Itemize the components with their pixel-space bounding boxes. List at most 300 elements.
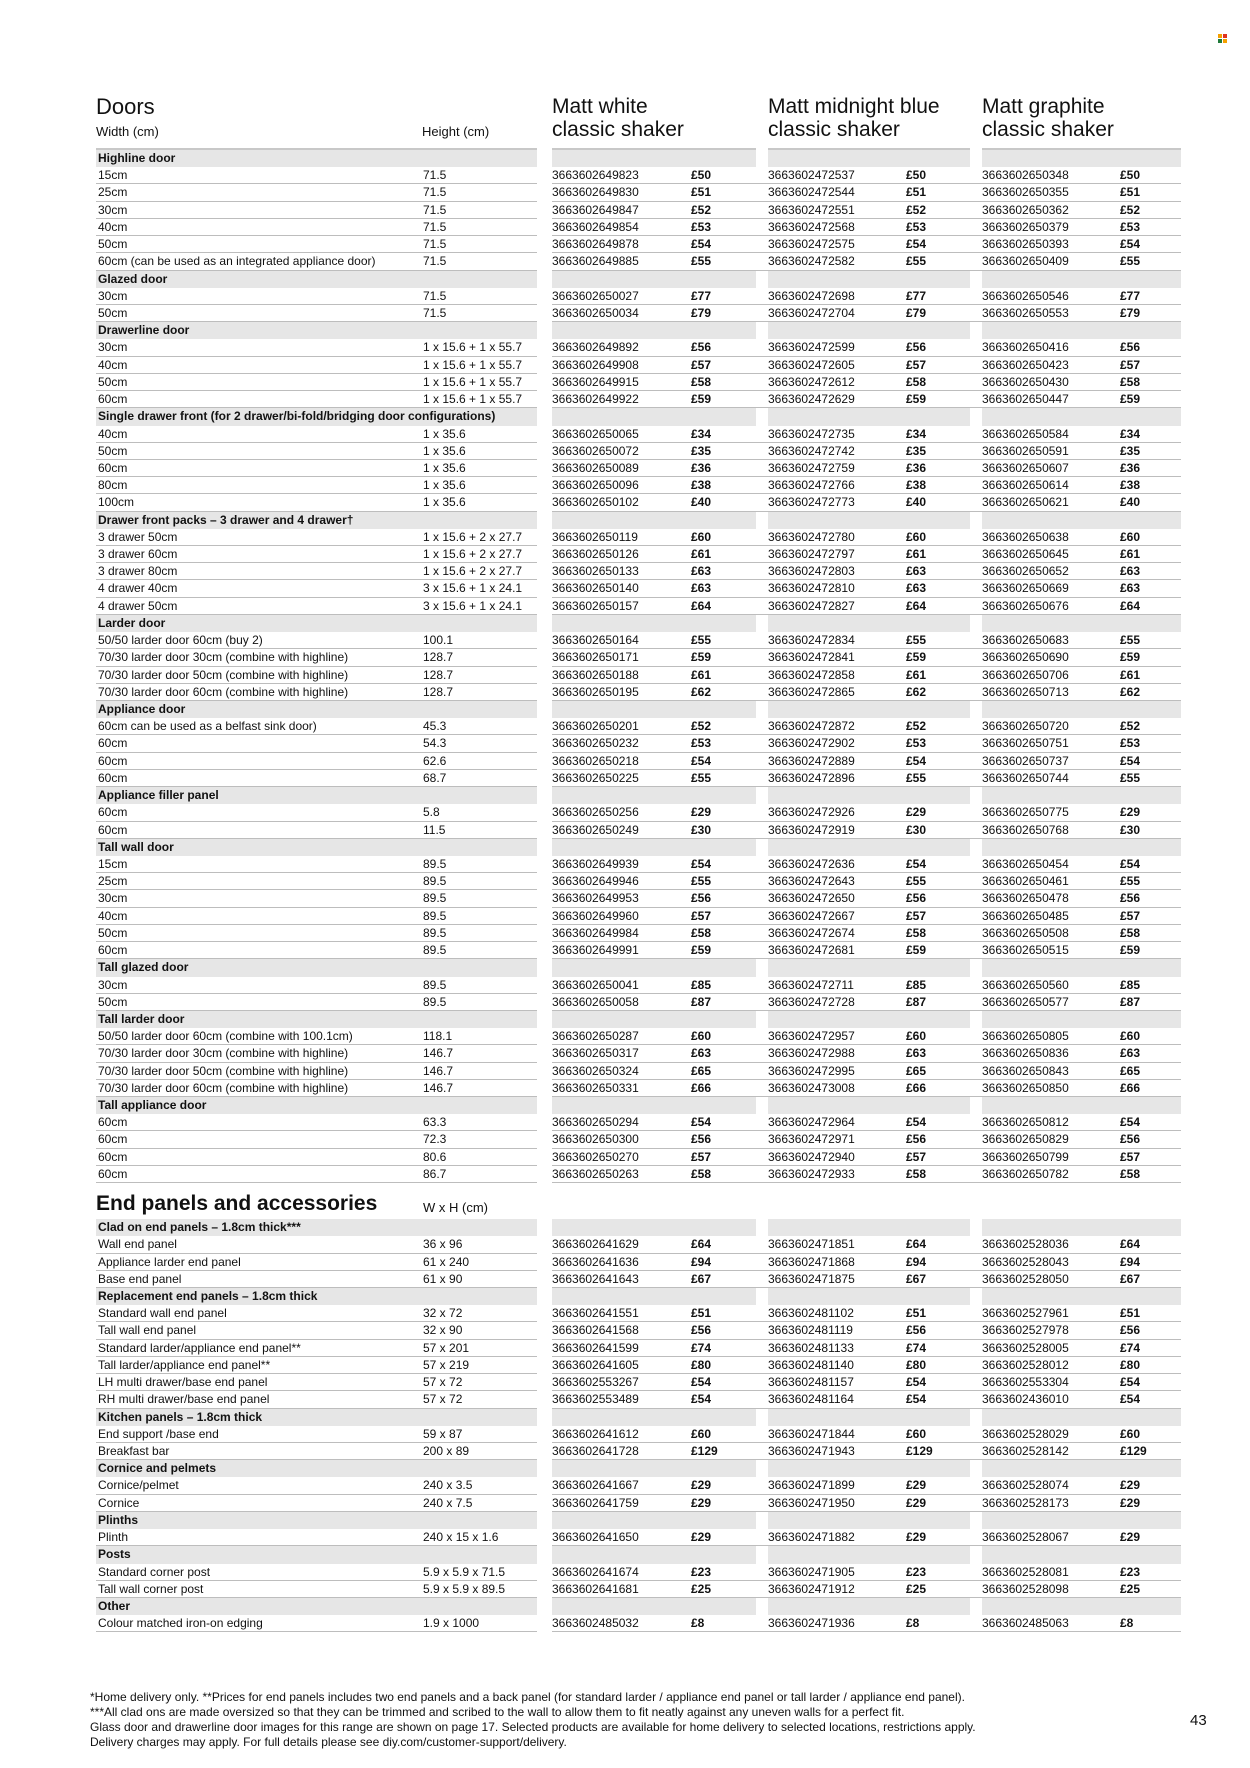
table-row — [96, 649, 1181, 666]
product-dimensions: 3 x 15.6 + 1 x 24.1 — [423, 598, 523, 613]
graphite-product-code: 3663602650423 — [982, 357, 1069, 372]
group-header-row — [96, 701, 1181, 718]
table-row — [96, 1340, 1181, 1357]
section-title: End panels and accessories — [96, 1192, 378, 1216]
product-name: 70/30 larder door 50cm (combine with highline) — [98, 1063, 349, 1078]
graphite-price: £23 — [1120, 1564, 1141, 1579]
graphite-price: £85 — [1120, 977, 1141, 992]
graphite-product-code: 3663602650843 — [982, 1063, 1069, 1078]
table-row — [96, 1391, 1181, 1408]
graphite-price: £56 — [1120, 1323, 1141, 1338]
blue-price: £51 — [906, 1306, 927, 1321]
footnote: ***All clad ons are made oversized so that they can be trimmed and scribed to the wall to allow them to fit neatly against any uneven walls for a perfect fit. — [90, 1705, 905, 1719]
blue-product-code: 3663602472551 — [768, 202, 855, 217]
graphite-product-code: 3663602650768 — [982, 822, 1069, 837]
table-row — [96, 632, 1181, 649]
blue-product-code: 3663602472858 — [768, 667, 855, 682]
white-product-code: 3663602641643 — [552, 1271, 639, 1286]
graphite-product-code: 3663602485063 — [982, 1616, 1069, 1631]
graphite-product-code: 3663602650713 — [982, 684, 1069, 699]
group-header-row — [96, 322, 1181, 339]
table-row — [96, 1564, 1181, 1581]
graphite-product-code: 3663602650706 — [982, 667, 1069, 682]
product-name: 60cm can be used as a belfast sink door) — [98, 719, 317, 734]
blue-price: £57 — [906, 1149, 927, 1164]
product-dimensions: 1 x 15.6 + 1 x 55.7 — [423, 392, 523, 407]
white-price: £58 — [691, 925, 712, 940]
table-row — [96, 925, 1181, 942]
group-header-row — [96, 787, 1181, 804]
blue-price: £57 — [906, 357, 927, 372]
table-row — [96, 477, 1181, 494]
table-row — [96, 253, 1181, 270]
graphite-price: £59 — [1120, 650, 1141, 665]
product-dimensions: 59 x 87 — [423, 1426, 463, 1441]
product-dimensions: 118.1 — [423, 1029, 453, 1044]
graphite-price: £58 — [1120, 374, 1141, 389]
blue-price: £55 — [906, 254, 927, 269]
table-row — [96, 1271, 1181, 1288]
product-dimensions: 1 x 15.6 + 1 x 55.7 — [423, 357, 523, 372]
graphite-price: £60 — [1120, 1029, 1141, 1044]
product-dimensions: 89.5 — [423, 908, 447, 923]
white-product-code: 3663602553489 — [552, 1392, 639, 1407]
graphite-product-code: 3663602528043 — [982, 1254, 1069, 1269]
blue-price: £64 — [906, 598, 927, 613]
table-row — [96, 563, 1181, 580]
blue-price: £85 — [906, 977, 927, 992]
white-price: £56 — [691, 1323, 712, 1338]
blue-product-code: 3663602472926 — [768, 805, 855, 820]
product-name: 60cm — [98, 770, 128, 785]
blue-product-code: 3663602472902 — [768, 736, 855, 751]
blue-price: £87 — [906, 994, 927, 1009]
white-price: £58 — [691, 1166, 712, 1181]
blue-product-code: 3663602472872 — [768, 719, 855, 734]
table-row — [96, 1443, 1181, 1460]
table-row — [96, 236, 1181, 253]
table-row — [96, 718, 1181, 735]
product-name: Appliance larder end panel — [98, 1254, 241, 1269]
product-dimensions: 71.5 — [423, 168, 447, 183]
graphite-product-code: 3663602528036 — [982, 1237, 1069, 1252]
product-name: 100cm — [98, 495, 135, 510]
blue-price: £54 — [906, 1115, 927, 1130]
group-header-row — [96, 1409, 1181, 1426]
product-name: 60cm — [98, 1166, 128, 1181]
group-header-row — [96, 959, 1181, 976]
white-price: £51 — [691, 185, 712, 200]
table-row — [96, 942, 1181, 959]
graphite-price: £63 — [1120, 564, 1141, 579]
product-dimensions: 1 x 15.6 + 2 x 27.7 — [423, 547, 523, 562]
product-dimensions: 45.3 — [423, 719, 447, 734]
blue-price: £129 — [906, 1443, 933, 1458]
table-row — [96, 357, 1181, 374]
product-dimensions: 80.6 — [423, 1149, 447, 1164]
graphite-price: £35 — [1120, 443, 1141, 458]
white-price: £55 — [691, 770, 712, 785]
table-row — [96, 1063, 1181, 1080]
table-row — [96, 305, 1181, 322]
white-price: £52 — [691, 202, 712, 217]
table-row — [96, 1615, 1181, 1632]
table-row — [96, 856, 1181, 873]
doors-heading: Doors — [96, 94, 155, 119]
product-name: Standard corner post — [98, 1564, 211, 1579]
graphite-product-code: 3663602650591 — [982, 443, 1069, 458]
brand-logo-icon — [1218, 34, 1227, 43]
white-price: £80 — [691, 1357, 712, 1372]
table-row — [96, 873, 1181, 890]
white-product-code: 3663602641612 — [552, 1426, 639, 1441]
graphite-price: £34 — [1120, 426, 1141, 441]
white-price: £51 — [691, 1306, 712, 1321]
matt-graphite-heading-line1: Matt graphite — [982, 95, 1105, 118]
table-row — [96, 804, 1181, 821]
blue-product-code: 3663602472827 — [768, 598, 855, 613]
product-name: 30cm — [98, 288, 128, 303]
blue-price: £53 — [906, 736, 927, 751]
blue-price: £58 — [906, 374, 927, 389]
table-row — [96, 1495, 1181, 1512]
graphite-price: £54 — [1120, 1115, 1141, 1130]
graphite-product-code: 3663602650782 — [982, 1166, 1069, 1181]
graphite-price: £58 — [1120, 925, 1141, 940]
blue-product-code: 3663602472643 — [768, 874, 855, 889]
blue-price: £77 — [906, 288, 927, 303]
graphite-product-code: 3663602650546 — [982, 288, 1069, 303]
table-row — [96, 339, 1181, 356]
table-row — [96, 908, 1181, 925]
graphite-product-code: 3663602650355 — [982, 185, 1069, 200]
product-dimensions: 71.5 — [423, 305, 447, 320]
blue-price: £51 — [906, 185, 927, 200]
white-product-code: 3663602641681 — [552, 1581, 639, 1596]
product-name: 70/30 larder door 50cm (combine with highline) — [98, 667, 349, 682]
white-product-code: 3663602650218 — [552, 753, 639, 768]
white-product-code: 3663602649885 — [552, 254, 639, 269]
blue-product-code: 3663602472971 — [768, 1132, 855, 1147]
product-dimensions: 128.7 — [423, 650, 454, 665]
white-price: £56 — [691, 340, 712, 355]
product-dimensions: 32 x 72 — [423, 1306, 463, 1321]
white-price: £60 — [691, 1426, 712, 1441]
product-name: 3 drawer 80cm — [98, 564, 178, 579]
graphite-product-code: 3663602528050 — [982, 1271, 1069, 1286]
graphite-price: £79 — [1120, 305, 1141, 320]
blue-price: £40 — [906, 495, 927, 510]
graphite-price: £80 — [1120, 1357, 1141, 1372]
table-row — [96, 1254, 1181, 1271]
product-name: 50cm — [98, 925, 128, 940]
product-name: 50cm — [98, 237, 128, 252]
blue-price: £94 — [906, 1254, 927, 1269]
graphite-price: £38 — [1120, 478, 1141, 493]
table-row — [96, 1045, 1181, 1062]
table-row — [96, 890, 1181, 907]
white-price: £52 — [691, 719, 712, 734]
table-row — [96, 1477, 1181, 1494]
product-name: 30cm — [98, 340, 128, 355]
graphite-price: £40 — [1120, 495, 1141, 510]
product-dimensions: 71.5 — [423, 288, 447, 303]
blue-product-code: 3663602472759 — [768, 460, 855, 475]
white-product-code: 3663602641667 — [552, 1478, 639, 1493]
blue-price: £58 — [906, 1166, 927, 1181]
product-dimensions: 146.7 — [423, 1080, 454, 1095]
table-row — [96, 167, 1181, 184]
graphite-price: £55 — [1120, 633, 1141, 648]
blue-price: £54 — [906, 237, 927, 252]
graphite-price: £66 — [1120, 1080, 1141, 1095]
blue-product-code: 3663602472766 — [768, 478, 855, 493]
table-row — [96, 580, 1181, 597]
product-name: Wall end panel — [98, 1237, 177, 1252]
white-product-code: 3663602641568 — [552, 1323, 639, 1338]
white-product-code: 3663602641728 — [552, 1443, 639, 1458]
product-dimensions: 200 x 89 — [423, 1443, 470, 1458]
table-row — [96, 1236, 1181, 1253]
blue-price: £60 — [906, 529, 927, 544]
white-product-code: 3663602650133 — [552, 564, 639, 579]
white-price: £54 — [691, 753, 712, 768]
blue-price: £56 — [906, 1132, 927, 1147]
product-name: Colour matched iron-on edging — [98, 1616, 263, 1631]
white-price: £53 — [691, 219, 712, 234]
product-dimensions: 128.7 — [423, 684, 454, 699]
footnote: Delivery charges may apply. For full details please see diy.com/customer-support/delivery. — [90, 1735, 567, 1749]
table-row — [96, 1166, 1181, 1183]
table-row — [96, 977, 1181, 994]
blue-product-code: 3663602472919 — [768, 822, 855, 837]
product-dimensions: 5.9 x 5.9 x 89.5 — [423, 1581, 506, 1596]
graphite-price: £77 — [1120, 288, 1141, 303]
white-product-code: 3663602650287 — [552, 1029, 639, 1044]
graphite-price: £55 — [1120, 770, 1141, 785]
graphite-product-code: 3663602650508 — [982, 925, 1069, 940]
blue-price: £63 — [906, 581, 927, 596]
white-product-code: 3663602650249 — [552, 822, 639, 837]
white-price: £79 — [691, 305, 712, 320]
graphite-product-code: 3663602650638 — [982, 529, 1069, 544]
white-price: £65 — [691, 1063, 712, 1078]
white-price: £59 — [691, 650, 712, 665]
blue-price: £79 — [906, 305, 927, 320]
table-row — [96, 443, 1181, 460]
graphite-product-code: 3663602527961 — [982, 1306, 1069, 1321]
white-price: £85 — [691, 977, 712, 992]
blue-product-code: 3663602471943 — [768, 1443, 855, 1458]
graphite-price: £55 — [1120, 874, 1141, 889]
matt-graphite-heading-line2: classic shaker — [982, 118, 1114, 141]
blue-product-code: 3663602472704 — [768, 305, 855, 320]
table-row — [96, 1374, 1181, 1391]
white-product-code: 3663602650232 — [552, 736, 639, 751]
white-price: £87 — [691, 994, 712, 1009]
graphite-product-code: 3663602650829 — [982, 1132, 1069, 1147]
white-product-code: 3663602649823 — [552, 168, 639, 183]
product-dimensions: 89.5 — [423, 943, 447, 958]
graphite-price: £64 — [1120, 598, 1141, 613]
product-name: End support /base end — [98, 1426, 219, 1441]
graphite-price: £64 — [1120, 1237, 1141, 1252]
graphite-price: £62 — [1120, 684, 1141, 699]
white-product-code: 3663602650270 — [552, 1149, 639, 1164]
graphite-price: £53 — [1120, 736, 1141, 751]
graphite-product-code: 3663602528098 — [982, 1581, 1069, 1596]
blue-product-code: 3663602472636 — [768, 856, 855, 871]
blue-price: £8 — [906, 1616, 920, 1631]
blue-price: £63 — [906, 564, 927, 579]
white-price: £77 — [691, 288, 712, 303]
white-price: £36 — [691, 460, 712, 475]
blue-product-code: 3663602471882 — [768, 1530, 855, 1545]
table-row — [96, 391, 1181, 408]
blue-product-code: 3663602472698 — [768, 288, 855, 303]
white-product-code: 3663602649922 — [552, 392, 639, 407]
blue-product-code: 3663602472742 — [768, 443, 855, 458]
group-title: Cornice and pelmets — [98, 1461, 217, 1476]
white-product-code: 3663602649991 — [552, 943, 639, 958]
blue-product-code: 3663602472780 — [768, 529, 855, 544]
white-price: £54 — [691, 1115, 712, 1130]
white-product-code: 3663602650171 — [552, 650, 639, 665]
graphite-price: £61 — [1120, 547, 1141, 562]
blue-product-code: 3663602472940 — [768, 1149, 855, 1164]
product-dimensions: 1 x 35.6 — [423, 495, 466, 510]
page-number: 43 — [1190, 1712, 1207, 1729]
blue-product-code: 3663602472605 — [768, 357, 855, 372]
white-product-code: 3663602650034 — [552, 305, 639, 320]
white-price: £94 — [691, 1254, 712, 1269]
group-title: Tall larder door — [98, 1011, 185, 1026]
table-row — [96, 1114, 1181, 1131]
product-dimensions: 89.5 — [423, 856, 447, 871]
blue-product-code: 3663602472797 — [768, 547, 855, 562]
white-product-code: 3663602641599 — [552, 1340, 639, 1355]
graphite-price: £63 — [1120, 1046, 1141, 1061]
white-price: £66 — [691, 1080, 712, 1095]
table-row — [96, 288, 1181, 305]
blue-price: £61 — [906, 667, 927, 682]
white-price: £67 — [691, 1271, 712, 1286]
product-dimensions: 1 x 15.6 + 2 x 27.7 — [423, 564, 523, 579]
product-dimensions: 5.8 — [423, 805, 440, 820]
graphite-product-code: 3663602528081 — [982, 1564, 1069, 1579]
blue-product-code: 3663602472957 — [768, 1029, 855, 1044]
graphite-product-code: 3663602527978 — [982, 1323, 1069, 1338]
blue-product-code: 3663602472544 — [768, 185, 855, 200]
graphite-price: £54 — [1120, 1392, 1141, 1407]
white-product-code: 3663602649847 — [552, 202, 639, 217]
product-name: 30cm — [98, 977, 128, 992]
blue-product-code: 3663602472964 — [768, 1115, 855, 1130]
product-name: 25cm — [98, 185, 128, 200]
product-dimensions: 68.7 — [423, 770, 447, 785]
blue-product-code: 3663602472650 — [768, 891, 855, 906]
white-price: £53 — [691, 736, 712, 751]
product-dimensions: 89.5 — [423, 874, 447, 889]
product-dimensions: 86.7 — [423, 1166, 447, 1181]
graphite-product-code: 3663602650430 — [982, 374, 1069, 389]
white-price: £64 — [691, 1237, 712, 1252]
white-product-code: 3663602649830 — [552, 185, 639, 200]
table-row — [96, 667, 1181, 684]
table-row — [96, 219, 1181, 236]
white-price: £57 — [691, 1149, 712, 1164]
product-name: 40cm — [98, 908, 128, 923]
table-row — [96, 753, 1181, 770]
product-name: 15cm — [98, 168, 128, 183]
group-header-row — [96, 839, 1181, 856]
graphite-product-code: 3663602650812 — [982, 1115, 1069, 1130]
blue-price: £50 — [906, 168, 927, 183]
white-product-code: 3663602650331 — [552, 1080, 639, 1095]
group-title: Drawerline door — [98, 323, 190, 338]
blue-price: £25 — [906, 1581, 927, 1596]
blue-price: £54 — [906, 1375, 927, 1390]
blue-price: £60 — [906, 1029, 927, 1044]
white-price: £8 — [691, 1616, 705, 1631]
product-dimensions: 63.3 — [423, 1115, 447, 1130]
white-price: £60 — [691, 529, 712, 544]
white-product-code: 3663602650119 — [552, 529, 638, 544]
blue-product-code: 3663602472575 — [768, 237, 855, 252]
graphite-price: £52 — [1120, 202, 1141, 217]
width-column-label: Width (cm) — [96, 124, 159, 139]
blue-product-code: 3663602472865 — [768, 684, 855, 699]
blue-product-code: 3663602471899 — [768, 1478, 855, 1493]
blue-price: £56 — [906, 891, 927, 906]
blue-price: £36 — [906, 460, 927, 475]
white-price: £35 — [691, 443, 712, 458]
white-product-code: 3663602649946 — [552, 874, 639, 889]
blue-price: £65 — [906, 1063, 927, 1078]
graphite-price: £54 — [1120, 753, 1141, 768]
graphite-product-code: 3663602528012 — [982, 1357, 1069, 1372]
white-price: £56 — [691, 891, 712, 906]
white-price: £23 — [691, 1564, 712, 1579]
graphite-price: £129 — [1120, 1443, 1147, 1458]
graphite-price: £60 — [1120, 1426, 1141, 1441]
product-dimensions: 100.1 — [423, 633, 454, 648]
table-row — [96, 374, 1181, 391]
white-product-code: 3663602650195 — [552, 684, 639, 699]
graphite-price: £56 — [1120, 891, 1141, 906]
product-name: 70/30 larder door 30cm (combine with highline) — [98, 650, 349, 665]
product-name: Breakfast bar — [98, 1443, 170, 1458]
white-product-code: 3663602650225 — [552, 770, 639, 785]
height-column-label: Height (cm) — [422, 124, 490, 139]
white-product-code: 3663602650188 — [552, 667, 639, 682]
product-name: 70/30 larder door 30cm (combine with highline) — [98, 1046, 349, 1061]
blue-product-code: 3663602471936 — [768, 1616, 855, 1631]
product-dimensions: 61 x 90 — [423, 1271, 463, 1286]
white-price: £61 — [691, 667, 712, 682]
product-name: Standard larder/appliance end panel** — [98, 1340, 301, 1355]
graphite-price: £63 — [1120, 581, 1141, 596]
graphite-product-code: 3663602528005 — [982, 1340, 1069, 1355]
graphite-price: £54 — [1120, 237, 1141, 252]
white-price: £129 — [691, 1443, 718, 1458]
graphite-price: £52 — [1120, 719, 1141, 734]
white-price: £34 — [691, 426, 712, 441]
blue-price: £54 — [906, 753, 927, 768]
graphite-product-code: 3663602650454 — [982, 856, 1069, 871]
product-dimensions: 5.9 x 5.9 x 71.5 — [423, 1564, 506, 1579]
table-row — [96, 1149, 1181, 1166]
